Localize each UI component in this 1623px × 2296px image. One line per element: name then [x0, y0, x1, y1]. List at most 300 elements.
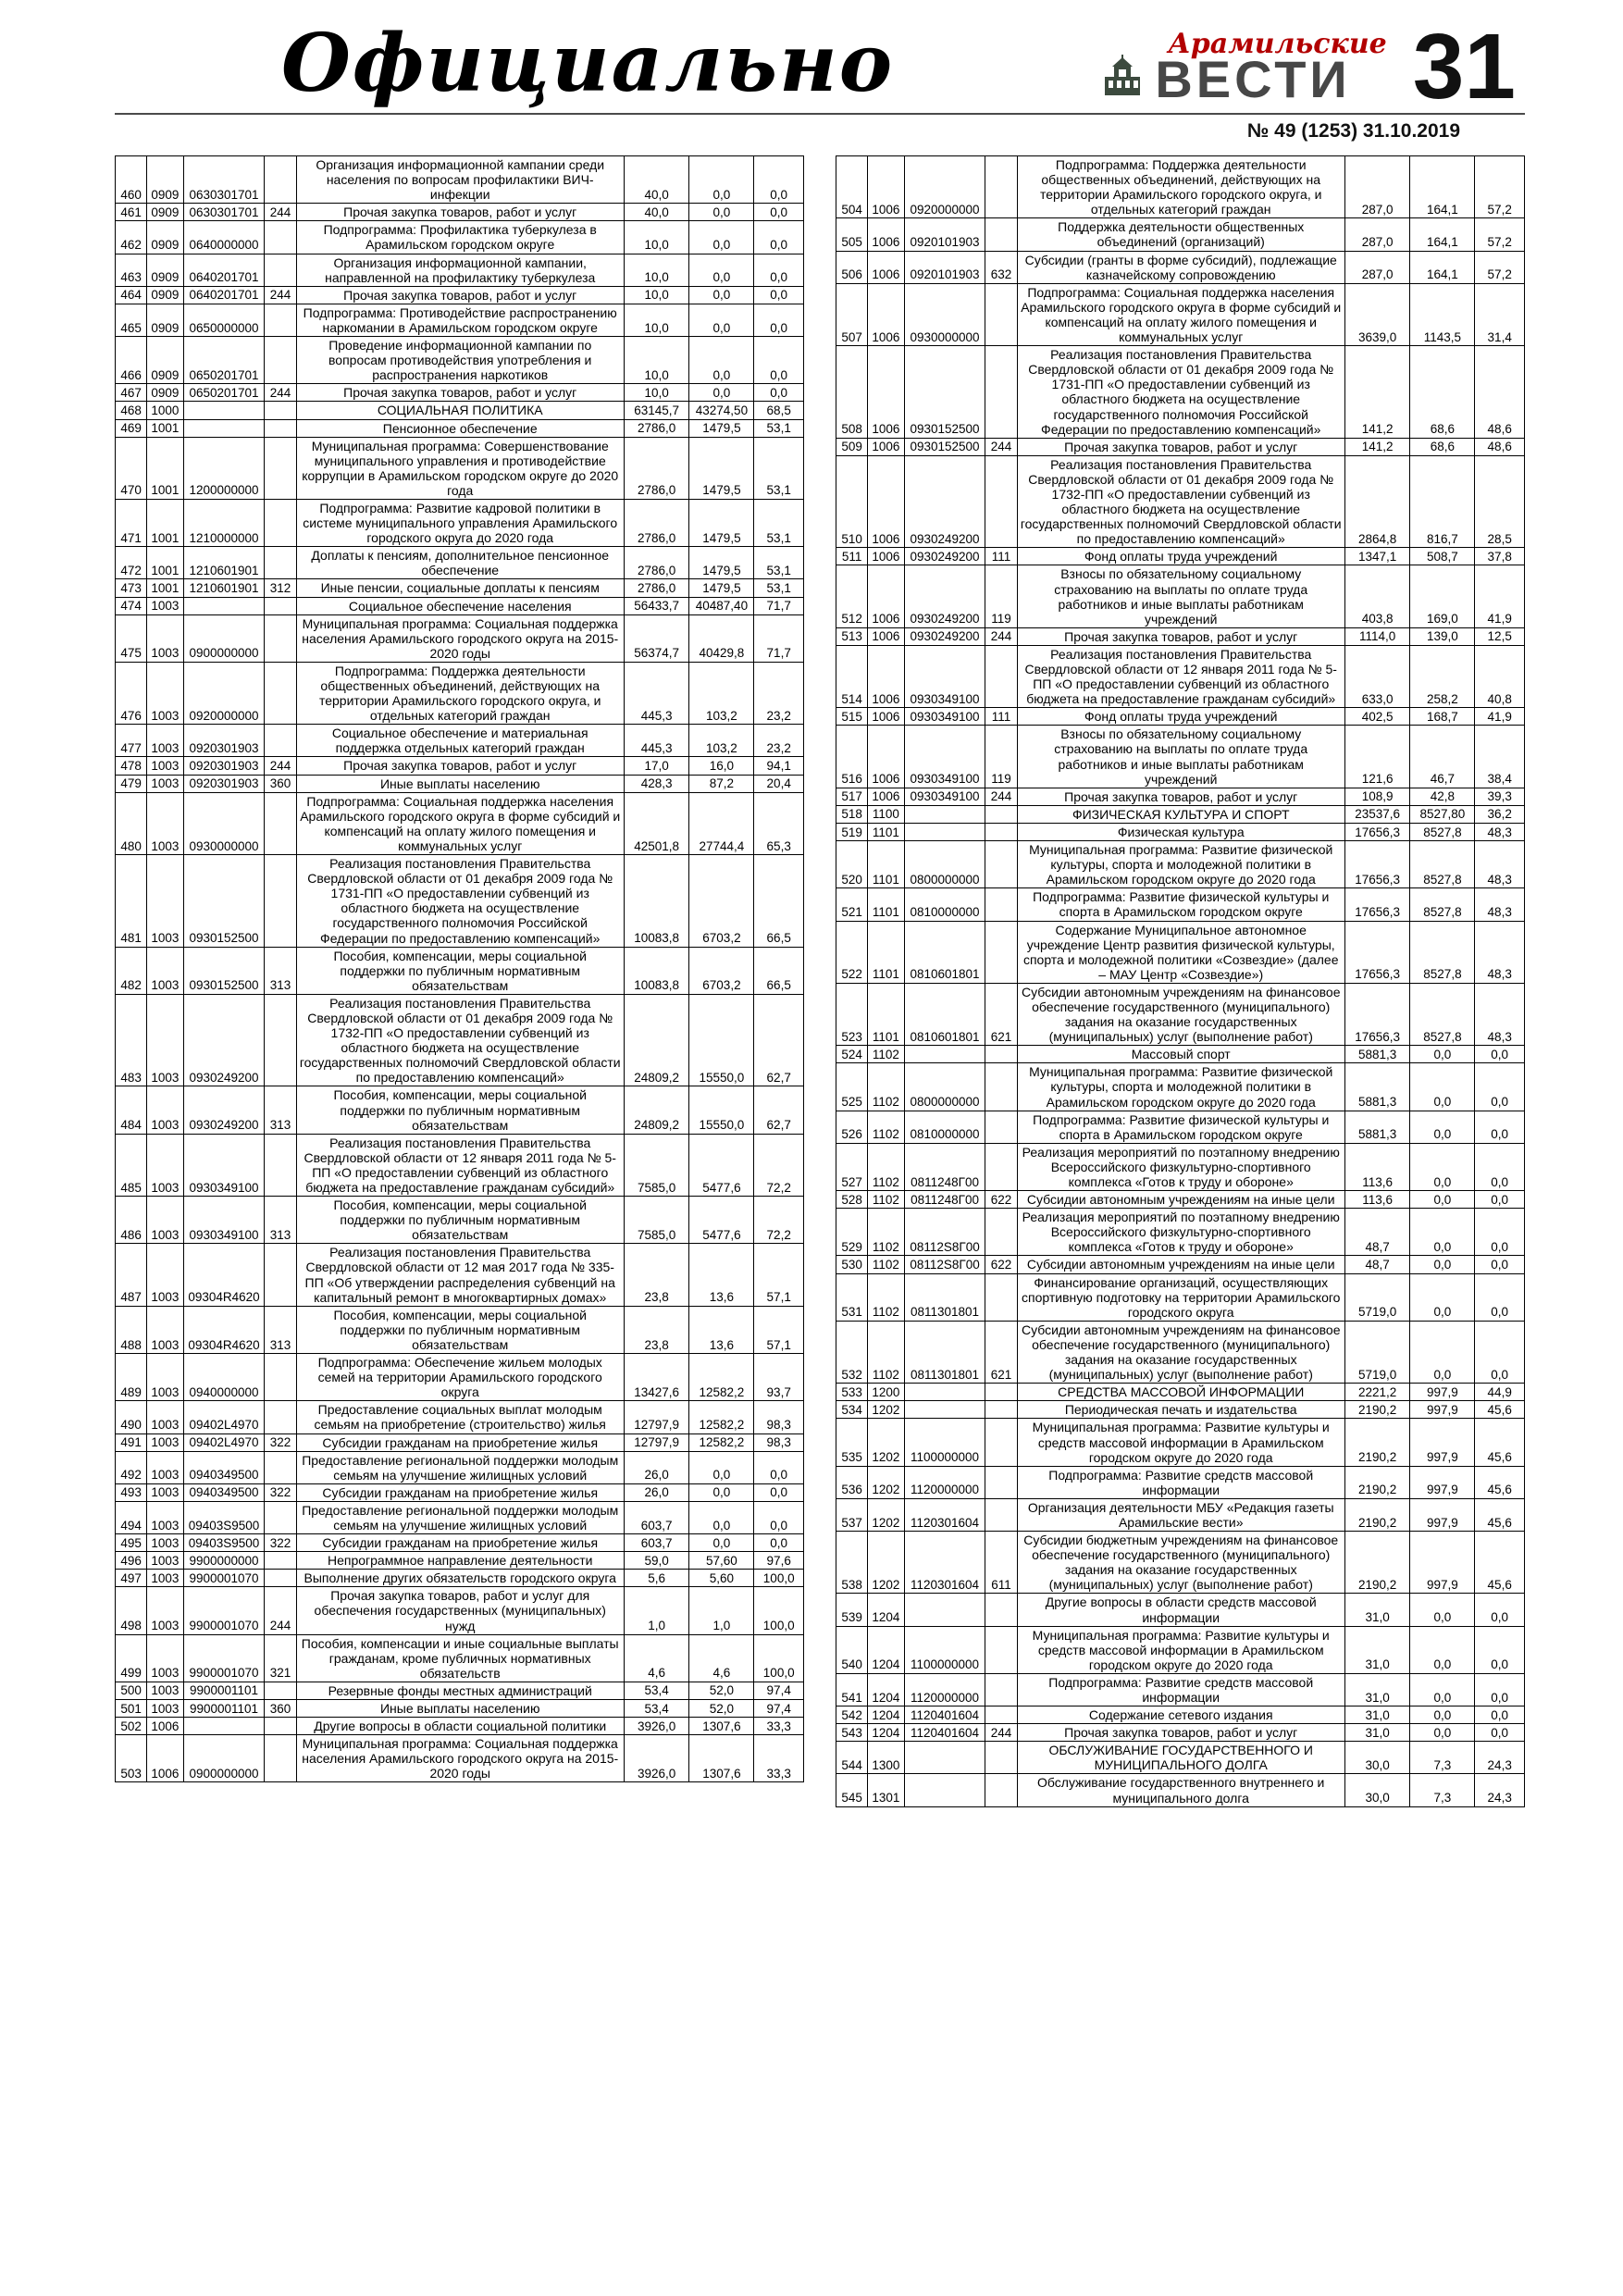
- cell-percent: 65,3: [754, 792, 804, 854]
- cell-percent: 0,0: [1475, 1706, 1525, 1724]
- cell-plan-amount: 1,0: [624, 1587, 689, 1634]
- cell-percent: 72,2: [754, 1197, 804, 1244]
- cell-description: Резервные фонды местных администраций: [296, 1682, 624, 1699]
- cell-plan-amount: 1347,1: [1344, 548, 1410, 565]
- cell-percent: 0,0: [1475, 1063, 1525, 1111]
- cell-expense-type-code: 622: [985, 1256, 1017, 1273]
- cell-fact-amount: 0,0: [1410, 1724, 1475, 1742]
- table-row: [116, 1483, 804, 1501]
- cell-section-code: 1006: [868, 708, 904, 726]
- cell-expense-type-code: 313: [265, 1086, 296, 1134]
- cell-section-code: 1301: [868, 1774, 904, 1806]
- cell-description: Иные выплаты населению: [296, 1700, 624, 1718]
- cell-row-number: 489: [116, 1354, 147, 1401]
- cell-row-number: 496: [116, 1552, 147, 1570]
- cell-section-code: 1003: [147, 1244, 183, 1306]
- cell-row-number: 533: [836, 1384, 868, 1401]
- cell-row-number: 470: [116, 437, 147, 499]
- cell-expense-type-code: [265, 156, 296, 204]
- table-row: [836, 548, 1525, 565]
- cell-section-code: 1003: [147, 994, 183, 1086]
- cell-row-number: 523: [836, 983, 868, 1045]
- cell-target-article-code: 1210601901: [183, 579, 265, 597]
- table-row: [116, 1197, 804, 1244]
- cell-row-number: 514: [836, 645, 868, 707]
- cell-fact-amount: 168,7: [1410, 708, 1475, 726]
- cell-description: Прочая закупка товаров, работ и услуг: [296, 384, 624, 402]
- cell-section-code: 1003: [147, 1483, 183, 1501]
- table-row: [116, 384, 804, 402]
- table-row: [836, 1532, 1525, 1594]
- cell-description: Социальное обеспечение населения: [296, 597, 624, 614]
- cell-plan-amount: 23,8: [624, 1306, 689, 1353]
- cell-plan-amount: 2221,2: [1344, 1384, 1410, 1401]
- cell-description: ОБСЛУЖИВАНИЕ ГОСУДАРСТВЕННОГО И МУНИЦИПАЛЬНОГО ДОЛГА: [1017, 1742, 1344, 1774]
- table-row: [836, 983, 1525, 1045]
- cell-plan-amount: 26,0: [624, 1483, 689, 1501]
- cell-plan-amount: 56433,7: [624, 597, 689, 614]
- table-row: [116, 725, 804, 757]
- cell-row-number: 512: [836, 565, 868, 627]
- cell-target-article-code: 09402L4970: [183, 1433, 265, 1451]
- cell-description: Поддержка деятельности общественных объединений (организаций): [1017, 218, 1344, 251]
- cell-expense-type-code: 322: [265, 1483, 296, 1501]
- cell-target-article-code: [904, 1742, 985, 1774]
- cell-row-number: 463: [116, 254, 147, 286]
- cell-expense-type-code: [265, 402, 296, 419]
- cell-percent: 100,0: [754, 1634, 804, 1682]
- cell-percent: 0,0: [754, 204, 804, 221]
- cell-expense-type-code: [265, 662, 296, 724]
- table-row: [116, 1735, 804, 1782]
- cell-row-number: 530: [836, 1256, 868, 1273]
- cell-fact-amount: 0,0: [1410, 1111, 1475, 1143]
- cell-expense-type-code: [265, 1682, 296, 1699]
- cell-plan-amount: 63145,7: [624, 402, 689, 419]
- cell-row-number: 520: [836, 841, 868, 888]
- cell-section-code: 1003: [147, 1433, 183, 1451]
- cell-expense-type-code: 313: [265, 1306, 296, 1353]
- cell-plan-amount: 17656,3: [1344, 823, 1410, 840]
- cell-percent: 100,0: [754, 1570, 804, 1587]
- table-row: [116, 156, 804, 204]
- cell-target-article-code: 0900000000: [183, 1735, 265, 1782]
- cell-fact-amount: 1479,5: [689, 419, 754, 437]
- cell-percent: 71,7: [754, 597, 804, 614]
- cell-row-number: 475: [116, 614, 147, 662]
- cell-row-number: 494: [116, 1501, 147, 1533]
- table-row: [836, 1046, 1525, 1063]
- cell-target-article-code: 0810000000: [904, 888, 985, 921]
- cell-expense-type-code: [265, 1552, 296, 1570]
- cell-description: Реализация постановления Правительства Свердловской области от 12 мая 2017 года № 335-ПП «Об утверждении распределения субвенций на капитальный ремонт в многоквартирных домах»: [296, 1244, 624, 1306]
- cell-expense-type-code: [985, 1594, 1017, 1626]
- cell-expense-type-code: 244: [265, 757, 296, 775]
- cell-percent: 94,1: [754, 757, 804, 775]
- cell-section-code: 1006: [147, 1735, 183, 1782]
- cell-row-number: 474: [116, 597, 147, 614]
- cell-plan-amount: 12797,9: [624, 1401, 689, 1433]
- cell-description: СОЦИАЛЬНАЯ ПОЛИТИКА: [296, 402, 624, 419]
- cell-target-article-code: 9900001070: [183, 1634, 265, 1682]
- cell-target-article-code: 0920000000: [904, 156, 985, 218]
- table-row: [836, 1498, 1525, 1531]
- cell-section-code: 1001: [147, 437, 183, 499]
- cell-expense-type-code: 312: [265, 579, 296, 597]
- cell-section-code: 1102: [868, 1046, 904, 1063]
- cell-row-number: 527: [836, 1143, 868, 1190]
- cell-target-article-code: 0930000000: [183, 792, 265, 854]
- table-row: [836, 1321, 1525, 1383]
- cell-expense-type-code: [985, 1111, 1017, 1143]
- cell-fact-amount: 40429,8: [689, 614, 754, 662]
- cell-fact-amount: 1307,6: [689, 1718, 754, 1735]
- cell-section-code: 1003: [147, 1401, 183, 1433]
- cell-section-code: 1003: [147, 1634, 183, 1682]
- cell-description: Прочая закупка товаров, работ и услуг для обеспечения государственных (муниципальных) нужд: [296, 1587, 624, 1634]
- cell-section-code: 1003: [147, 947, 183, 994]
- cell-plan-amount: 10,0: [624, 304, 689, 336]
- cell-row-number: 508: [836, 346, 868, 439]
- cell-target-article-code: [904, 805, 985, 823]
- cell-fact-amount: 7,3: [1410, 1774, 1475, 1806]
- cell-expense-type-code: [265, 437, 296, 499]
- budget-table-columns: [115, 155, 1525, 1807]
- table-row: [836, 888, 1525, 921]
- cell-target-article-code: 0930249200: [904, 455, 985, 548]
- cell-description: Взносы по обязательному социальному страхованию на выплаты по оплате труда работников и иные выплаты работникам учреждений: [1017, 565, 1344, 627]
- cell-section-code: 1101: [868, 888, 904, 921]
- table-row: [116, 1682, 804, 1699]
- cell-description: Пособия, компенсации, меры социальной поддержки по публичным нормативным обязательствам: [296, 1306, 624, 1353]
- cell-target-article-code: 0940349500: [183, 1451, 265, 1483]
- cell-target-article-code: 0640000000: [183, 221, 265, 254]
- cell-plan-amount: 287,0: [1344, 156, 1410, 218]
- cell-percent: 0,0: [1475, 1256, 1525, 1273]
- cell-plan-amount: 2190,2: [1344, 1401, 1410, 1419]
- cell-row-number: 499: [116, 1634, 147, 1682]
- cell-fact-amount: 7,3: [1410, 1742, 1475, 1774]
- table-row: [836, 251, 1525, 283]
- cell-percent: 71,7: [754, 614, 804, 662]
- cell-description: Подпрограмма: Поддержка деятельности общественных объединений, действующих на территории Арамильского городского округа, и отдельных категорий граждан: [296, 662, 624, 724]
- cell-target-article-code: 0930349100: [904, 726, 985, 788]
- table-row: [836, 788, 1525, 805]
- cell-plan-amount: 633,0: [1344, 645, 1410, 707]
- cell-row-number: 541: [836, 1673, 868, 1706]
- cell-plan-amount: 17656,3: [1344, 921, 1410, 983]
- cell-percent: 53,1: [754, 499, 804, 546]
- cell-expense-type-code: 621: [985, 1321, 1017, 1383]
- cell-target-article-code: 1210000000: [183, 499, 265, 546]
- cell-expense-type-code: [985, 1046, 1017, 1063]
- cell-section-code: 1300: [868, 1742, 904, 1774]
- cell-plan-amount: 31,0: [1344, 1626, 1410, 1673]
- cell-plan-amount: 403,8: [1344, 565, 1410, 627]
- cell-percent: 57,1: [754, 1244, 804, 1306]
- cell-percent: 62,7: [754, 994, 804, 1086]
- cell-fact-amount: 1479,5: [689, 579, 754, 597]
- masthead-logo: [1099, 27, 1387, 108]
- cell-fact-amount: 1307,6: [689, 1735, 754, 1782]
- cell-plan-amount: 2786,0: [624, 499, 689, 546]
- cell-section-code: 1100: [868, 805, 904, 823]
- cell-section-code: 1202: [868, 1419, 904, 1466]
- table-row: [116, 337, 804, 384]
- cell-description: Реализация мероприятий по поэтапному внедрению Всероссийского физкультурно-спортивного комплекса «Готов к труду и обороне»: [1017, 1209, 1344, 1256]
- cell-description: Социальное обеспечение и материальная поддержка отдельных категорий граждан: [296, 725, 624, 757]
- cell-target-article-code: 0940349500: [183, 1483, 265, 1501]
- cell-target-article-code: 1100000000: [904, 1626, 985, 1673]
- cell-plan-amount: 13427,6: [624, 1354, 689, 1401]
- cell-description: Реализация постановления Правительства Свердловской области от 01 декабря 2009 года № 1731-ПП «О предоставлении субвенций из областного бюджета на осуществление государственного полномочия Российской Федерации по предоставлению компенсаций»: [296, 855, 624, 948]
- cell-target-article-code: 0810000000: [904, 1111, 985, 1143]
- cell-plan-amount: 10,0: [624, 286, 689, 304]
- cell-target-article-code: [183, 597, 265, 614]
- cell-expense-type-code: [985, 1466, 1017, 1498]
- table-row: [116, 547, 804, 579]
- cell-row-number: 534: [836, 1401, 868, 1419]
- cell-percent: 53,1: [754, 547, 804, 579]
- cell-expense-type-code: 632: [985, 251, 1017, 283]
- issue-line: № 49 (1253) 31.10.2019: [1246, 120, 1460, 142]
- cell-description: Субсидии бюджетным учреждениям на финансовое обеспечение государственного (муниципального) задания на оказание государственных (муниципальных) услуг (выполнение работ): [1017, 1532, 1344, 1594]
- cell-plan-amount: 113,6: [1344, 1143, 1410, 1190]
- cell-percent: 98,3: [754, 1433, 804, 1451]
- table-row: [116, 419, 804, 437]
- cell-target-article-code: 0930349100: [904, 645, 985, 707]
- cell-section-code: 1006: [868, 645, 904, 707]
- table-row: [836, 627, 1525, 645]
- cell-target-article-code: 08112S8Г00: [904, 1256, 985, 1273]
- cell-fact-amount: 997,9: [1410, 1532, 1475, 1594]
- cell-percent: 38,4: [1475, 726, 1525, 788]
- cell-plan-amount: 24809,2: [624, 1086, 689, 1134]
- cell-percent: 24,3: [1475, 1742, 1525, 1774]
- table-row: [116, 1570, 804, 1587]
- cell-fact-amount: 1479,5: [689, 547, 754, 579]
- cell-section-code: 1003: [147, 614, 183, 662]
- table-row: [836, 1594, 1525, 1626]
- cell-plan-amount: 113,6: [1344, 1191, 1410, 1209]
- cell-fact-amount: 68,6: [1410, 438, 1475, 455]
- cell-target-article-code: 0920101903: [904, 251, 985, 283]
- cell-section-code: 1006: [868, 251, 904, 283]
- cell-fact-amount: 0,0: [1410, 1673, 1475, 1706]
- cell-section-code: 1006: [868, 548, 904, 565]
- cell-section-code: 1003: [147, 725, 183, 757]
- cell-plan-amount: 24809,2: [624, 994, 689, 1086]
- table-row: [116, 1401, 804, 1433]
- cell-expense-type-code: 244: [265, 204, 296, 221]
- cell-fact-amount: 139,0: [1410, 627, 1475, 645]
- cell-fact-amount: 40487,40: [689, 597, 754, 614]
- table-row: [836, 1143, 1525, 1190]
- cell-row-number: 537: [836, 1498, 868, 1531]
- cell-description: Субсидии автономным учреждениям на финансовое обеспечение государственного (муниципального) задания на оказание государственных (муниципальных) услуг (выполнение работ): [1017, 983, 1344, 1045]
- cell-plan-amount: 2190,2: [1344, 1532, 1410, 1594]
- cell-percent: 12,5: [1475, 627, 1525, 645]
- cell-description: Проведение информационной кампании по вопросам противодействия употребления и распространения наркотиков: [296, 337, 624, 384]
- cell-section-code: 1006: [868, 218, 904, 251]
- cell-target-article-code: 09304R4620: [183, 1244, 265, 1306]
- cell-fact-amount: 4,6: [689, 1634, 754, 1682]
- cell-section-code: 1102: [868, 1273, 904, 1321]
- cell-expense-type-code: [985, 1401, 1017, 1419]
- cell-percent: 0,0: [754, 337, 804, 384]
- cell-row-number: 503: [116, 1735, 147, 1782]
- cell-percent: 24,3: [1475, 1774, 1525, 1806]
- cell-target-article-code: 9900001070: [183, 1570, 265, 1587]
- cell-target-article-code: 1100000000: [904, 1419, 985, 1466]
- cell-percent: 48,3: [1475, 983, 1525, 1045]
- cell-target-article-code: 1210601901: [183, 547, 265, 579]
- cell-fact-amount: 0,0: [1410, 1706, 1475, 1724]
- cell-row-number: 509: [836, 438, 868, 455]
- table-row: [116, 1552, 804, 1570]
- cell-expense-type-code: [985, 645, 1017, 707]
- cell-section-code: 0909: [147, 304, 183, 336]
- cell-percent: 48,3: [1475, 841, 1525, 888]
- cell-plan-amount: 26,0: [624, 1451, 689, 1483]
- cell-expense-type-code: [265, 1244, 296, 1306]
- cell-description: Субсидии гражданам на приобретение жилья: [296, 1483, 624, 1501]
- cell-percent: 100,0: [754, 1587, 804, 1634]
- table-row: [116, 204, 804, 221]
- cell-expense-type-code: 611: [985, 1532, 1017, 1594]
- cell-percent: 0,0: [754, 1451, 804, 1483]
- cell-expense-type-code: [985, 1673, 1017, 1706]
- cell-fact-amount: 1,0: [689, 1587, 754, 1634]
- cell-row-number: 477: [116, 725, 147, 757]
- cell-description: Муниципальная программа: Социальная поддержка населения Арамильского городского округа на 2015-2020 годы: [296, 1735, 624, 1782]
- cell-fact-amount: 5,60: [689, 1570, 754, 1587]
- cell-fact-amount: 0,0: [689, 384, 754, 402]
- cell-percent: 0,0: [754, 1534, 804, 1552]
- cell-target-article-code: 0930152500: [904, 438, 985, 455]
- cell-target-article-code: 0810601801: [904, 983, 985, 1045]
- table-row: [116, 1587, 804, 1634]
- cell-row-number: 485: [116, 1134, 147, 1196]
- cell-row-number: 500: [116, 1682, 147, 1699]
- cell-fact-amount: 0,0: [1410, 1209, 1475, 1256]
- cell-fact-amount: 0,0: [1410, 1063, 1475, 1111]
- cell-expense-type-code: 321: [265, 1634, 296, 1682]
- cell-expense-type-code: 244: [265, 1587, 296, 1634]
- table-row: [116, 304, 804, 336]
- cell-percent: 0,0: [754, 156, 804, 204]
- cell-row-number: 498: [116, 1587, 147, 1634]
- cell-expense-type-code: 322: [265, 1534, 296, 1552]
- cell-target-article-code: 09403S9500: [183, 1501, 265, 1533]
- table-row: [116, 775, 804, 792]
- cell-expense-type-code: [985, 1706, 1017, 1724]
- cell-target-article-code: [904, 1774, 985, 1806]
- masthead: [115, 15, 1525, 118]
- table-row: [116, 1718, 804, 1735]
- cell-section-code: 1102: [868, 1111, 904, 1143]
- cell-row-number: 501: [116, 1700, 147, 1718]
- cell-row-number: 506: [836, 251, 868, 283]
- cell-section-code: 1006: [147, 1718, 183, 1735]
- cell-fact-amount: 5477,6: [689, 1134, 754, 1196]
- cell-target-article-code: 1120401604: [904, 1706, 985, 1724]
- cell-expense-type-code: [265, 1451, 296, 1483]
- cell-fact-amount: 43274,50: [689, 402, 754, 419]
- cell-row-number: 465: [116, 304, 147, 336]
- cell-row-number: 497: [116, 1570, 147, 1587]
- cell-target-article-code: 0930249200: [183, 1086, 265, 1134]
- cell-description: Субсидии гражданам на приобретение жилья: [296, 1433, 624, 1451]
- cell-target-article-code: 0811301801: [904, 1321, 985, 1383]
- cell-row-number: 492: [116, 1451, 147, 1483]
- cell-plan-amount: 2786,0: [624, 419, 689, 437]
- cell-row-number: 486: [116, 1197, 147, 1244]
- cell-percent: 48,6: [1475, 346, 1525, 439]
- cell-expense-type-code: [985, 1742, 1017, 1774]
- cell-fact-amount: 816,7: [1410, 455, 1475, 548]
- cell-plan-amount: 2190,2: [1344, 1466, 1410, 1498]
- cell-percent: 0,0: [1475, 1111, 1525, 1143]
- cell-section-code: 1001: [147, 547, 183, 579]
- cell-row-number: 484: [116, 1086, 147, 1134]
- cell-target-article-code: 0930249200: [904, 548, 985, 565]
- cell-fact-amount: 0,0: [689, 156, 754, 204]
- cell-section-code: 0909: [147, 286, 183, 304]
- cell-row-number: 532: [836, 1321, 868, 1383]
- cell-plan-amount: 53,4: [624, 1682, 689, 1699]
- cell-plan-amount: 30,0: [1344, 1774, 1410, 1806]
- cell-section-code: 1003: [147, 1197, 183, 1244]
- cell-row-number: 461: [116, 204, 147, 221]
- cell-section-code: 1202: [868, 1401, 904, 1419]
- cell-plan-amount: 10,0: [624, 254, 689, 286]
- cell-target-article-code: 0900000000: [183, 614, 265, 662]
- cell-target-article-code: 0650201701: [183, 384, 265, 402]
- cell-plan-amount: 31,0: [1344, 1706, 1410, 1724]
- cell-percent: 44,9: [1475, 1384, 1525, 1401]
- cell-plan-amount: 603,7: [624, 1501, 689, 1533]
- cell-plan-amount: 108,9: [1344, 788, 1410, 805]
- cell-description: Физическая культура: [1017, 823, 1344, 840]
- cell-plan-amount: 5,6: [624, 1570, 689, 1587]
- table-row: [116, 597, 804, 614]
- cell-expense-type-code: [985, 823, 1017, 840]
- cell-expense-type-code: [265, 419, 296, 437]
- cell-section-code: 1006: [868, 788, 904, 805]
- table-row: [836, 1742, 1525, 1774]
- cell-expense-type-code: [985, 1209, 1017, 1256]
- cell-target-article-code: 0930249200: [183, 994, 265, 1086]
- cell-percent: 41,9: [1475, 708, 1525, 726]
- cell-description: Другие вопросы в области средств массовой информации: [1017, 1594, 1344, 1626]
- cell-description: Предоставление региональной поддержки молодым семьям на улучшение жилищных условий: [296, 1451, 624, 1483]
- cell-expense-type-code: [265, 1134, 296, 1196]
- cell-expense-type-code: [265, 1354, 296, 1401]
- cell-row-number: 511: [836, 548, 868, 565]
- cell-expense-type-code: [985, 1419, 1017, 1466]
- cell-row-number: 464: [116, 286, 147, 304]
- cell-percent: 53,1: [754, 437, 804, 499]
- cell-description: Организация информационной кампании, направленной на профилактику туберкулеза: [296, 254, 624, 286]
- cell-description: Пособия, компенсации, меры социальной поддержки по публичным нормативным обязательствам: [296, 1197, 624, 1244]
- cell-expense-type-code: [985, 283, 1017, 345]
- table-row: [836, 1111, 1525, 1143]
- cell-plan-amount: 2190,2: [1344, 1419, 1410, 1466]
- cell-expense-type-code: [985, 888, 1017, 921]
- cell-description: Массовый спорт: [1017, 1046, 1344, 1063]
- brand-name-top: Арамильские: [1168, 27, 1387, 60]
